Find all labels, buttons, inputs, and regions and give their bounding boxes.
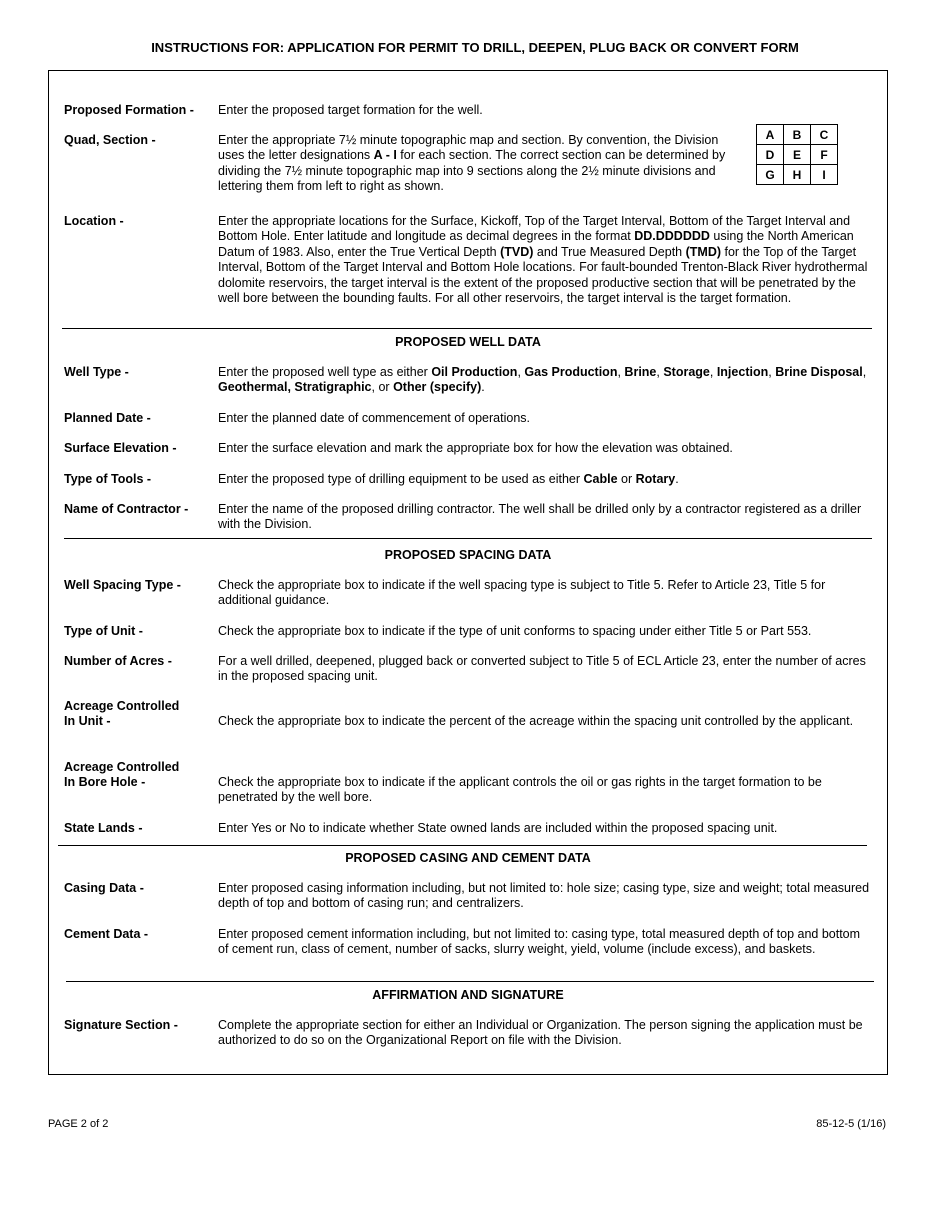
field-label: Type of Unit - [64,624,143,638]
grid-cell: F [811,145,838,165]
field-label: Casing Data - [64,881,144,895]
field-text: Enter the planned date of commencement of operations. [218,411,530,425]
field-text: Check the appropriate box to indicate if the type of unit conforms to spacing under either Title 5 or Part 553. [218,624,812,638]
field-text: Enter the proposed type of drilling equipment to be used as either Cable or Rotary. [218,472,679,486]
field-text: For a well drilled, deepened, plugged back or converted subject to Title 5 of ECL Article 23, enter the number of acres in the proposed spacing unit. [218,654,866,684]
field-label: Location - [64,214,124,228]
field-label: Planned Date - [64,411,151,425]
field-label: State Lands - [64,821,143,835]
section-heading-casing-data: PROPOSED CASING AND CEMENT DATA [345,851,591,865]
form-id: 85-12-5 (1/16) [816,1118,886,1130]
field-text: Enter proposed cement information including, but not limited to: casing type, total measured depth of top and bottom of cement run, class of cement, number of sacks, slurry weight, yield, volume (include excess), and baskets. [218,927,861,957]
field-label: Well Spacing Type - [64,578,181,592]
page-title: INSTRUCTIONS FOR: APPLICATION FOR PERMIT TO DRILL, DEEPEN, PLUG BACK OR CONVERT FORM [151,40,799,55]
grid-cell: B [784,125,811,145]
grid-cell: I [811,165,838,185]
field-label: Acreage Controlled In Unit - [64,699,180,729]
field-label: Cement Data - [64,927,149,941]
grid-cell: E [784,145,811,165]
field-text: Enter proposed casing information including, but not limited to: hole size; casing type, size and weight; total measured depth of top and bottom of casing run; and centralizers. [218,881,870,911]
field-text: Enter the appropriate locations for the Surface, Kickoff, Top of the Target Interval, Bottom of the Target Interval and Bottom Hole. Enter latitude and longitude as decimal degrees in the format DD.DDDDDD using the North American Datum of 1983. Also, enter the True Vertical Depth (TVD) and True Measured Depth (TMD) for the Top of the Target Interval, Bottom of the Target Interval and Bottom Hole locations. For fault-bounded Trenton-Black River hydrothermal dolomite reservoirs, the target interval is the extent of the proposed productive section that will be penetrated by the well bore between the bounding faults. For all other reservoirs, the target interval is the target formation. [218,214,868,306]
field-label: Proposed Formation - [64,103,194,117]
section-divider [64,538,872,539]
field-text: Check the appropriate box to indicate if the applicant controls the oil or gas rights in the target formation to be penetrated by the well bore. [218,775,822,805]
field-text: Enter the surface elevation and mark the appropriate box for how the elevation was obtained. [218,441,733,455]
field-text: Check the appropriate box to indicate if the well spacing type is subject to Title 5. Refer to Article 23, Title 5 for additional guidance. [218,578,826,608]
field-label: Signature Section - [64,1018,178,1032]
field-label: Quad, Section - [64,133,156,147]
field-label: Well Type - [64,365,129,379]
field-label: Surface Elevation - [64,441,177,455]
section-heading-spacing-data: PROPOSED SPACING DATA [384,548,552,562]
field-text: Enter the proposed target formation for the well. [218,103,483,117]
field-text: Check the appropriate box to indicate the percent of the acreage within the spacing unit controlled by the applicant. [218,714,854,728]
field-text: Enter the appropriate 7½ minute topographic map and section. By convention, the Division uses the letter designations A - I for each section. The correct section can be determined by dividing the 7½ minute topographic map into 9 sections along the 2½ minute divisions and lettering them from left to right as shown. [218,133,726,194]
grid-cell: D [757,145,784,165]
field-text: Enter the name of the proposed drilling contractor. The well shall be drilled only by a contractor registered as a driller with the Division. [218,502,862,532]
section-divider [62,328,872,329]
field-label: Acreage Controlled In Bore Hole - [64,760,180,790]
grid-cell: G [757,165,784,185]
page-number: PAGE 2 of 2 [48,1118,109,1130]
field-label: Type of Tools - [64,472,152,486]
grid-cell: A [757,125,784,145]
section-letter-grid [756,124,838,185]
section-divider [58,845,867,846]
section-divider [66,981,874,982]
section-heading-well-data: PROPOSED WELL DATA [395,335,541,349]
field-text: Complete the appropriate section for either an Individual or Organization. The person signing the application must be authorized to do so on the Organizational Report on file with the Division. [218,1018,863,1048]
field-label: Number of Acres - [64,654,172,668]
field-text: Enter the proposed well type as either Oil Production, Gas Production, Brine, Storage, Injection, Brine Disposal, Geothermal, Stratigraphic, or Other (specify). [218,365,867,395]
field-label: Name of Contractor - [64,502,189,516]
grid-cell: C [811,125,838,145]
grid-cell: H [784,165,811,185]
section-heading-affirmation: AFFIRMATION AND SIGNATURE [372,988,564,1002]
field-text: Enter Yes or No to indicate whether State owned lands are included within the proposed spacing unit. [218,821,778,835]
